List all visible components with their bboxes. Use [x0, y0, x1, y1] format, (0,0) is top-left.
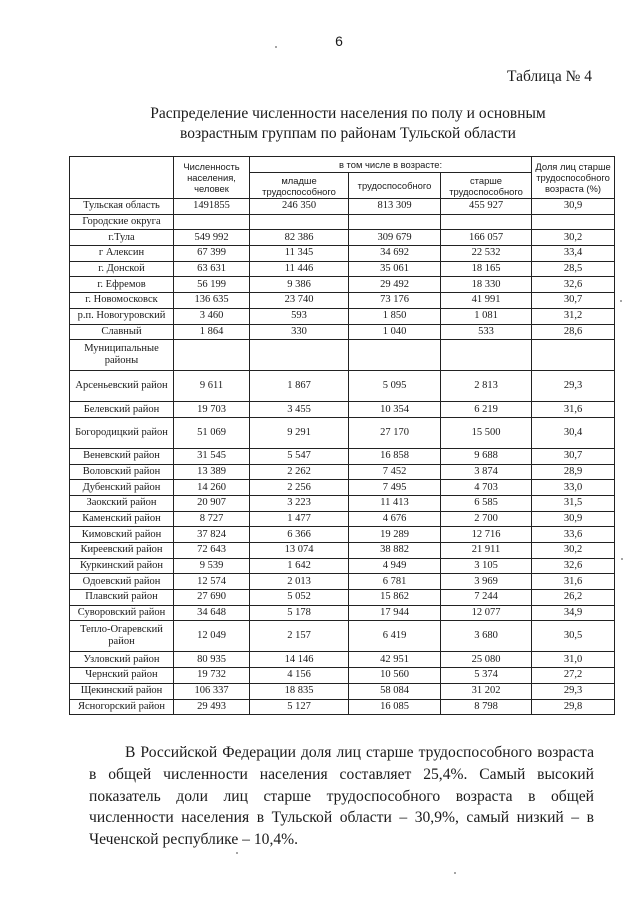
table-row	[70, 480, 615, 496]
row-name-cell: Узловский район	[70, 652, 174, 668]
row-name-cell: Дубенский район	[70, 480, 174, 496]
cell-younger: 246 350	[250, 199, 349, 215]
row-name-cell: Тепло-Огаревский район	[70, 621, 174, 652]
cell-population: 67 399	[174, 246, 250, 262]
cell-older: 3 969	[441, 574, 532, 590]
row-name-cell: г. Ефремов	[70, 277, 174, 293]
table-row	[70, 621, 615, 652]
table-section-row	[70, 214, 615, 230]
cell-share	[532, 214, 615, 230]
cell-working: 10 560	[349, 668, 441, 684]
cell-younger: 5 547	[250, 448, 349, 464]
cell-working: 7 495	[349, 480, 441, 496]
table-row	[70, 199, 615, 215]
header-age-group: в том числе в возрасте:	[250, 157, 532, 173]
cell-population: 136 635	[174, 293, 250, 309]
cell-older: 12 077	[441, 605, 532, 621]
cell-population	[174, 214, 250, 230]
cell-share: 26,2	[532, 590, 615, 606]
row-name-cell: Городские округа	[70, 214, 174, 230]
cell-population: 12 574	[174, 574, 250, 590]
cell-older: 18 165	[441, 261, 532, 277]
cell-older: 15 500	[441, 417, 532, 448]
cell-younger: 5 178	[250, 605, 349, 621]
cell-population: 9 539	[174, 558, 250, 574]
row-name-cell: Суворовский район	[70, 605, 174, 621]
cell-younger: 2 262	[250, 464, 349, 480]
cell-younger: 13 074	[250, 543, 349, 559]
cell-working: 17 944	[349, 605, 441, 621]
header-share: Доля лиц старше трудоспособного возраста (%)	[532, 157, 615, 199]
row-name-cell: Богородицкий район	[70, 417, 174, 448]
cell-share: 29,3	[532, 371, 615, 402]
cell-working: 38 882	[349, 543, 441, 559]
cell-older: 6 219	[441, 402, 532, 418]
cell-older: 8 798	[441, 699, 532, 715]
row-name-cell: г Алексин	[70, 246, 174, 262]
cell-population	[174, 340, 250, 371]
cell-older: 6 585	[441, 495, 532, 511]
cell-share: 31,0	[532, 652, 615, 668]
cell-older	[441, 340, 532, 371]
cell-population: 56 199	[174, 277, 250, 293]
header-working: трудоспособного	[349, 173, 441, 199]
cell-older: 3 680	[441, 621, 532, 652]
cell-share: 28,6	[532, 324, 615, 340]
footer-text	[89, 742, 594, 851]
table-row	[70, 605, 615, 621]
header-older: старше трудоспособного	[441, 173, 532, 199]
cell-younger: 2 157	[250, 621, 349, 652]
cell-older	[441, 214, 532, 230]
cell-working: 15 862	[349, 590, 441, 606]
population-table	[69, 156, 615, 715]
cell-working: 6 419	[349, 621, 441, 652]
cell-younger: 14 146	[250, 652, 349, 668]
table-row	[70, 683, 615, 699]
cell-older: 5 374	[441, 668, 532, 684]
cell-working	[349, 340, 441, 371]
cell-younger: 23 740	[250, 293, 349, 309]
row-name-cell: Ясногорский район	[70, 699, 174, 715]
cell-share: 32,6	[532, 277, 615, 293]
row-name-cell: Веневский район	[70, 448, 174, 464]
cell-older: 12 716	[441, 527, 532, 543]
table-row	[70, 324, 615, 340]
cell-younger: 2 256	[250, 480, 349, 496]
cell-older: 25 080	[441, 652, 532, 668]
row-name-cell: Плавский район	[70, 590, 174, 606]
cell-share: 31,5	[532, 495, 615, 511]
table-body	[70, 199, 615, 715]
cell-working: 813 309	[349, 199, 441, 215]
cell-working: 19 289	[349, 527, 441, 543]
cell-share: 30,7	[532, 448, 615, 464]
table-row	[70, 246, 615, 262]
table-row	[70, 543, 615, 559]
cell-population: 106 337	[174, 683, 250, 699]
cell-older: 3 874	[441, 464, 532, 480]
table-row	[70, 464, 615, 480]
table-row	[70, 590, 615, 606]
cell-population: 8 727	[174, 511, 250, 527]
cell-older: 455 927	[441, 199, 532, 215]
row-name-cell: Белевский район	[70, 402, 174, 418]
cell-older: 7 244	[441, 590, 532, 606]
row-name-cell: г. Донской	[70, 261, 174, 277]
cell-working: 5 095	[349, 371, 441, 402]
cell-population: 3 460	[174, 308, 250, 324]
cell-working: 29 492	[349, 277, 441, 293]
row-name-cell: Муниципальные районы	[70, 340, 174, 371]
table-row	[70, 230, 615, 246]
row-name-cell: г.Тула	[70, 230, 174, 246]
scan-speck	[275, 46, 277, 48]
cell-older: 22 532	[441, 246, 532, 262]
cell-older: 533	[441, 324, 532, 340]
table-row	[70, 261, 615, 277]
cell-younger: 9 386	[250, 277, 349, 293]
cell-older: 2 813	[441, 371, 532, 402]
cell-younger: 11 446	[250, 261, 349, 277]
cell-population: 20 907	[174, 495, 250, 511]
table-section-row	[70, 340, 615, 371]
row-name-cell: Тульская область	[70, 199, 174, 215]
table-row	[70, 558, 615, 574]
row-name-cell: Воловский район	[70, 464, 174, 480]
cell-younger: 1 477	[250, 511, 349, 527]
cell-population: 19 703	[174, 402, 250, 418]
cell-population: 31 545	[174, 448, 250, 464]
table-label: Таблица № 4	[507, 68, 592, 85]
cell-share: 30,7	[532, 293, 615, 309]
cell-older: 166 057	[441, 230, 532, 246]
cell-share: 28,5	[532, 261, 615, 277]
cell-working: 58 084	[349, 683, 441, 699]
table-row	[70, 495, 615, 511]
cell-older: 4 703	[441, 480, 532, 496]
table-row	[70, 511, 615, 527]
cell-working: 16 085	[349, 699, 441, 715]
cell-younger: 593	[250, 308, 349, 324]
table-row	[70, 699, 615, 715]
cell-share: 27,2	[532, 668, 615, 684]
cell-population: 19 732	[174, 668, 250, 684]
table-row	[70, 402, 615, 418]
table-row	[70, 448, 615, 464]
cell-younger: 1 867	[250, 371, 349, 402]
row-name-cell: Чернский район	[70, 668, 174, 684]
table-row	[70, 668, 615, 684]
cell-younger: 1 642	[250, 558, 349, 574]
cell-younger: 2 013	[250, 574, 349, 590]
cell-population: 9 611	[174, 371, 250, 402]
cell-working: 34 692	[349, 246, 441, 262]
cell-share: 32,6	[532, 558, 615, 574]
cell-working: 1 850	[349, 308, 441, 324]
row-name-cell: Щекинский район	[70, 683, 174, 699]
caption-line-2: возрастным группам по районам Тульской области	[180, 125, 516, 142]
cell-older: 31 202	[441, 683, 532, 699]
table-row	[70, 652, 615, 668]
cell-older: 3 105	[441, 558, 532, 574]
cell-share: 31,6	[532, 402, 615, 418]
cell-younger	[250, 214, 349, 230]
cell-working: 1 040	[349, 324, 441, 340]
row-name-cell: Одоевский район	[70, 574, 174, 590]
table-row	[70, 308, 615, 324]
cell-share: 30,5	[532, 621, 615, 652]
cell-older: 21 911	[441, 543, 532, 559]
scan-speck	[621, 558, 623, 560]
cell-working: 10 354	[349, 402, 441, 418]
cell-population: 549 992	[174, 230, 250, 246]
scan-speck	[236, 852, 238, 854]
cell-population: 72 643	[174, 543, 250, 559]
row-name-cell: р.п. Новогуровский	[70, 308, 174, 324]
cell-population: 27 690	[174, 590, 250, 606]
cell-younger: 330	[250, 324, 349, 340]
cell-younger: 5 052	[250, 590, 349, 606]
header-name-column	[70, 157, 174, 199]
cell-working: 4 949	[349, 558, 441, 574]
header-younger: младше трудоспособного	[250, 173, 349, 199]
cell-working: 309 679	[349, 230, 441, 246]
table-row	[70, 417, 615, 448]
cell-younger: 4 156	[250, 668, 349, 684]
row-name-cell: Каменский район	[70, 511, 174, 527]
cell-older: 1 081	[441, 308, 532, 324]
cell-older: 41 991	[441, 293, 532, 309]
cell-share: 33,4	[532, 246, 615, 262]
cell-working: 11 413	[349, 495, 441, 511]
footer-paragraph: В Российской Федерации доля лиц старше трудоспособного возраста в общей численности населения составляет 25,4%. Самый высокий показатель доли лиц старше трудоспособного возраста в общей численности населения в Тульской области – 30,9%, самый низкий – в Чеченской республике – 10,4%.	[89, 744, 594, 849]
cell-working: 7 452	[349, 464, 441, 480]
table-row	[70, 527, 615, 543]
table-row	[70, 371, 615, 402]
cell-population: 1 864	[174, 324, 250, 340]
cell-share: 30,9	[532, 511, 615, 527]
cell-population: 37 824	[174, 527, 250, 543]
cell-older: 9 688	[441, 448, 532, 464]
cell-working: 42 951	[349, 652, 441, 668]
cell-share: 30,2	[532, 543, 615, 559]
row-name-cell: г. Новомосковск	[70, 293, 174, 309]
cell-older: 18 330	[441, 277, 532, 293]
cell-share: 30,4	[532, 417, 615, 448]
table-caption	[28, 104, 640, 144]
row-name-cell: Куркинский район	[70, 558, 174, 574]
cell-population: 29 493	[174, 699, 250, 715]
cell-share	[532, 340, 615, 371]
cell-working: 73 176	[349, 293, 441, 309]
cell-population: 63 631	[174, 261, 250, 277]
cell-younger: 3 455	[250, 402, 349, 418]
cell-population: 80 935	[174, 652, 250, 668]
cell-share: 29,3	[532, 683, 615, 699]
cell-working	[349, 214, 441, 230]
cell-share: 28,9	[532, 464, 615, 480]
cell-share: 30,2	[532, 230, 615, 246]
scan-speck	[454, 872, 456, 874]
cell-younger	[250, 340, 349, 371]
row-name-cell: Славный	[70, 324, 174, 340]
cell-working: 16 858	[349, 448, 441, 464]
cell-working: 4 676	[349, 511, 441, 527]
caption-line-1: Распределение численности населения по полу и основным	[150, 105, 546, 122]
cell-population: 51 069	[174, 417, 250, 448]
cell-share: 34,9	[532, 605, 615, 621]
cell-younger: 9 291	[250, 417, 349, 448]
cell-population: 34 648	[174, 605, 250, 621]
row-name-cell: Киреевский район	[70, 543, 174, 559]
scan-speck	[620, 300, 622, 302]
row-name-cell: Арсеньевский район	[70, 371, 174, 402]
cell-working: 35 061	[349, 261, 441, 277]
cell-population: 12 049	[174, 621, 250, 652]
cell-share: 31,2	[532, 308, 615, 324]
cell-share: 33,6	[532, 527, 615, 543]
cell-younger: 11 345	[250, 246, 349, 262]
cell-population: 14 260	[174, 480, 250, 496]
page-number: 6	[335, 33, 343, 49]
header-population: Численность населения, человек	[174, 157, 250, 199]
cell-younger: 18 835	[250, 683, 349, 699]
cell-share: 31,6	[532, 574, 615, 590]
cell-younger: 6 366	[250, 527, 349, 543]
cell-younger: 3 223	[250, 495, 349, 511]
cell-share: 29,8	[532, 699, 615, 715]
cell-working: 6 781	[349, 574, 441, 590]
cell-older: 2 700	[441, 511, 532, 527]
cell-younger: 5 127	[250, 699, 349, 715]
row-name-cell: Кимовский район	[70, 527, 174, 543]
cell-working: 27 170	[349, 417, 441, 448]
cell-population: 13 389	[174, 464, 250, 480]
table-row	[70, 293, 615, 309]
row-name-cell: Заокский район	[70, 495, 174, 511]
cell-population: 1491855	[174, 199, 250, 215]
cell-share: 30,9	[532, 199, 615, 215]
table-row	[70, 277, 615, 293]
cell-younger: 82 386	[250, 230, 349, 246]
table-row	[70, 574, 615, 590]
cell-share: 33,0	[532, 480, 615, 496]
